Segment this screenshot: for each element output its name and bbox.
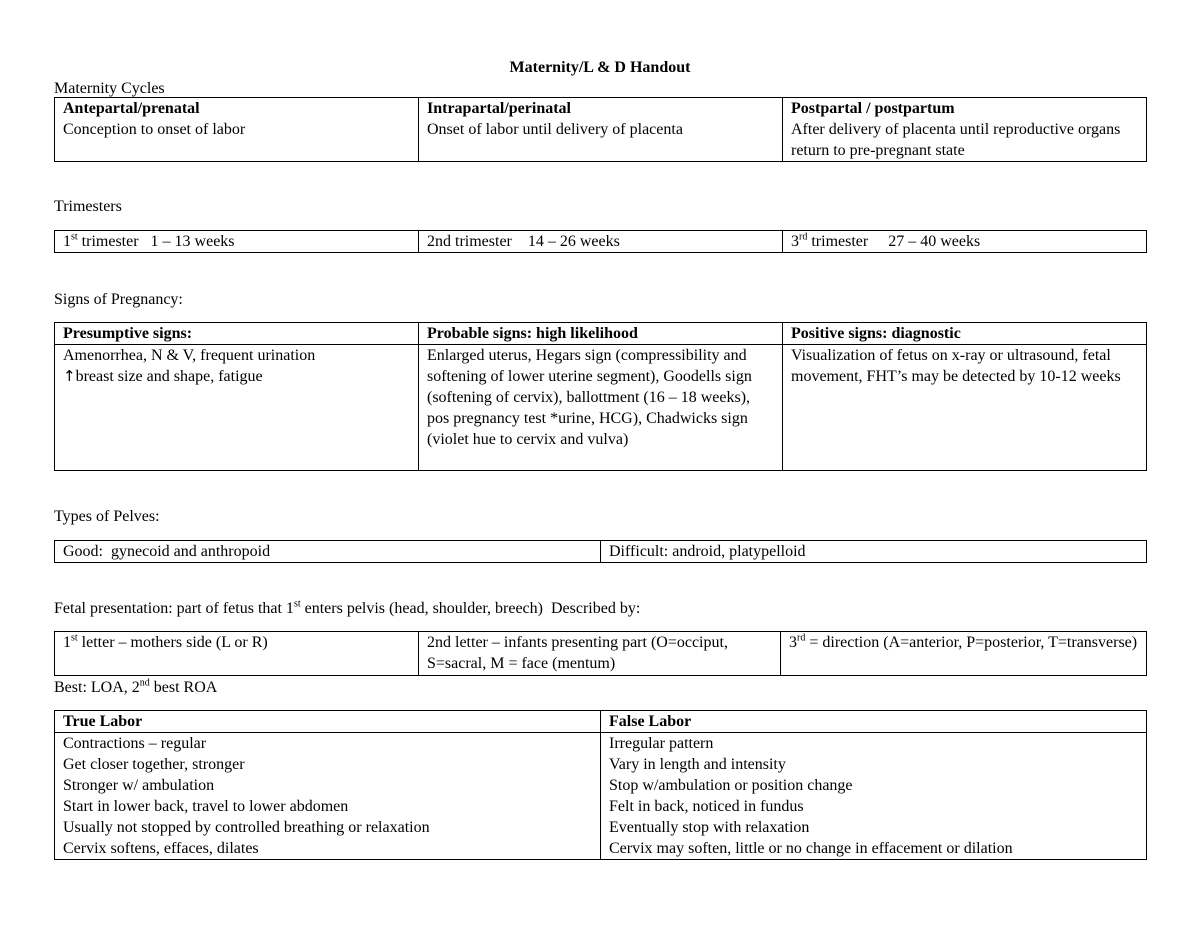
pelves-difficult: Difficult: android, platypelloid <box>601 541 1147 563</box>
cycle-heading-intrapartal: Intrapartal/perinatal <box>427 100 571 117</box>
cycle-cell-postpartal <box>783 98 1147 162</box>
true-labor-cell: Usually not stopped by controlled breathing or relaxation <box>55 817 601 838</box>
trimesters-table <box>54 230 1147 253</box>
presentation-third-letter <box>781 632 1147 676</box>
table-row <box>55 796 1147 817</box>
presumptive-line-2-wrap <box>63 366 410 387</box>
true-labor-cell: Cervix softens, effaces, dilates <box>55 838 601 860</box>
false-labor-cell: Cervix may soften, little or no change in effacement or dilation <box>601 838 1147 860</box>
maternity-cycles-table <box>54 97 1147 162</box>
table-row <box>55 817 1147 838</box>
presentation-first-letter <box>55 632 419 676</box>
signs-table <box>54 322 1147 471</box>
cycle-text-antepartal: Conception to onset of labor <box>63 121 246 138</box>
false-labor-cell: Irregular pattern <box>601 733 1147 755</box>
presentation-table <box>54 631 1147 676</box>
presentation-label-a: Fetal presentation: part of fetus that 1 <box>54 600 294 617</box>
cycle-cell-antepartal <box>55 98 419 162</box>
presumptive-line-1: Amenorrhea, N & V, frequent urination <box>63 347 316 364</box>
trimesters-label: Trimesters <box>54 198 122 215</box>
presentation-c3-ordinal: rd <box>797 632 806 644</box>
trimester-1-text: trimester 1 – 13 weeks <box>77 233 235 250</box>
probable-cell: Enlarged uterus, Hegars sign (compressibility and softening of lower uterine segment), Goodells sign (softening of cervix), ballottment (16 – 18 weeks), pos pregnancy test *urine, HCG), Chadwicks sign (violet hue to cervix and vulva) <box>419 345 783 471</box>
cycle-heading-antepartal: Antepartal/prenatal <box>63 100 200 117</box>
presentation-second-letter: 2nd letter – infants presenting part (O=occiput, S=sacral, M = face (mentum) <box>419 632 781 676</box>
true-labor-cell: Start in lower back, travel to lower abdomen <box>55 796 601 817</box>
trimester-3-text: trimester 27 – 40 weeks <box>807 233 981 250</box>
presentation-c1-number: 1 <box>63 634 71 651</box>
presentation-label-ordinal: st <box>293 598 301 610</box>
best-position-note <box>54 677 217 698</box>
presentation-c3-number: 3 <box>789 634 797 651</box>
trimester-3-cell <box>783 231 1147 253</box>
cycle-cell-intrapartal <box>419 98 783 162</box>
false-labor-cell: Eventually stop with relaxation <box>601 817 1147 838</box>
cycle-heading-postpartal: Postpartal / postpartum <box>791 100 955 117</box>
false-labor-cell: Vary in length and intensity <box>601 754 1147 775</box>
pelves-table <box>54 540 1147 563</box>
trimester-2-text: 2nd trimester 14 – 26 weeks <box>427 233 620 250</box>
false-labor-cell: Felt in back, noticed in fundus <box>601 796 1147 817</box>
trimester-3-number: 3 <box>791 233 799 250</box>
trimester-2-cell <box>419 231 783 253</box>
positive-heading: Positive signs: diagnostic <box>783 323 1147 345</box>
cycle-text-intrapartal: Onset of labor until delivery of placenta <box>427 121 683 138</box>
table-row <box>55 733 1147 755</box>
best-b: best ROA <box>149 679 218 696</box>
labor-table <box>54 710 1147 860</box>
false-labor-heading: False Labor <box>601 711 1147 733</box>
probable-heading: Probable signs: high likelihood <box>419 323 783 345</box>
table-row <box>55 754 1147 775</box>
pelves-label: Types of Pelves: <box>54 508 160 525</box>
presumptive-line-2: breast size and shape, fatigue <box>75 368 263 385</box>
presentation-label-b: enters pelvis (head, shoulder, breech) Described by: <box>300 600 641 617</box>
table-row <box>55 775 1147 796</box>
signs-label: Signs of Pregnancy: <box>54 291 183 308</box>
cycle-text-postpartal: After delivery of placenta until reproductive organs return to pre-pregnant state <box>791 121 1121 159</box>
trimester-1-number: 1 <box>63 233 71 250</box>
true-labor-heading: True Labor <box>55 711 601 733</box>
true-labor-cell: Get closer together, stronger <box>55 754 601 775</box>
presentation-c1-ordinal: st <box>71 632 78 644</box>
presentation-label <box>54 598 640 619</box>
page-title: Maternity/L & D Handout <box>509 59 691 76</box>
presentation-c3-text: = direction (A=anterior, P=posterior, T=transverse) <box>805 634 1138 651</box>
pelves-good: Good: gynecoid and anthropoid <box>55 541 601 563</box>
presumptive-heading: Presumptive signs: <box>55 323 419 345</box>
true-labor-cell: Contractions – regular <box>55 733 601 755</box>
positive-cell: Visualization of fetus on x-ray or ultrasound, fetal movement, FHT’s may be detected by 10-12 weeks <box>783 345 1147 471</box>
table-row <box>55 838 1147 860</box>
best-a: Best: LOA, 2 <box>54 679 140 696</box>
trimester-1-ordinal: st <box>71 231 78 243</box>
trimester-3-ordinal: rd <box>799 231 808 243</box>
up-arrow-icon: ↑ <box>63 367 76 385</box>
false-labor-cell: Stop w/ambulation or position change <box>601 775 1147 796</box>
true-labor-cell: Stronger w/ ambulation <box>55 775 601 796</box>
trimester-1-cell <box>55 231 419 253</box>
presumptive-cell <box>55 345 419 471</box>
presentation-c1-text: letter – mothers side (L or R) <box>77 634 268 651</box>
best-ordinal: nd <box>139 677 150 689</box>
maternity-cycles-label: Maternity Cycles <box>54 80 165 97</box>
